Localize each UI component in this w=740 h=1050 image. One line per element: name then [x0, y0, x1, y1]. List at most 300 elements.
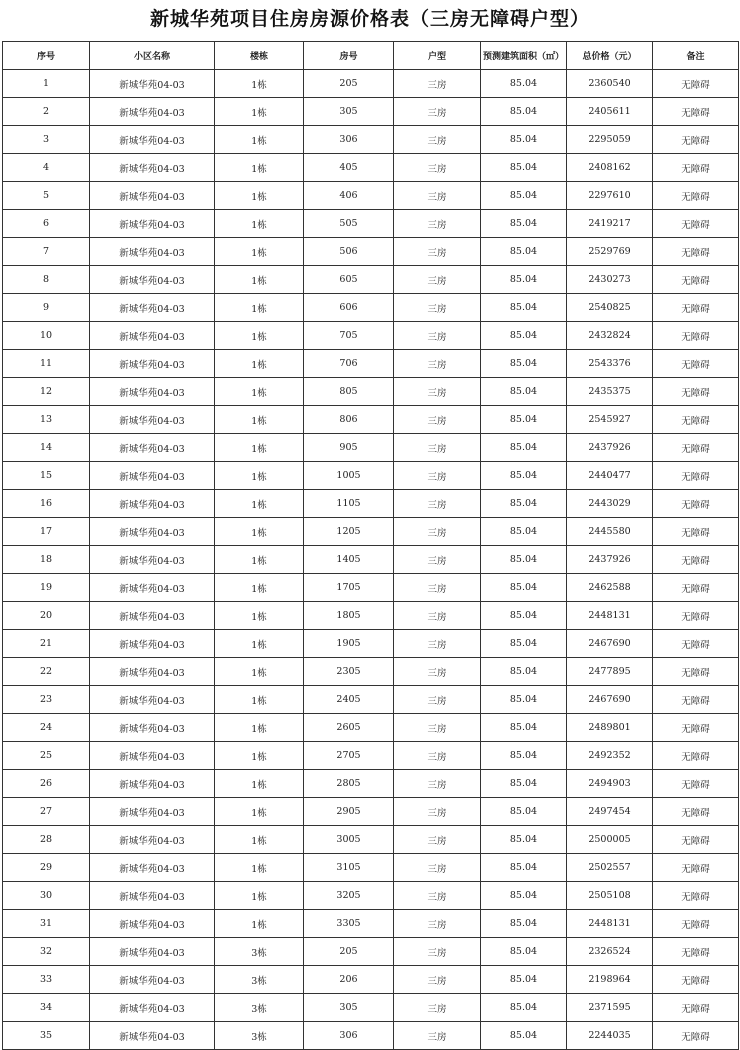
cell-layout: 三房: [394, 406, 481, 434]
cell-price: 2505108: [567, 882, 653, 910]
cell-community: 新城华苑04-03: [90, 210, 215, 238]
table-row: [3, 126, 739, 154]
cell-area: 85.04: [481, 938, 567, 966]
cell-layout: 三房: [394, 686, 481, 714]
cell-seq: 6: [3, 210, 90, 238]
cell-price: 2295059: [567, 126, 653, 154]
table-row: [3, 266, 739, 294]
cell-price: 2500005: [567, 826, 653, 854]
cell-seq: 8: [3, 266, 90, 294]
cell-layout: 三房: [394, 546, 481, 574]
cell-seq: 18: [3, 546, 90, 574]
cell-seq: 19: [3, 574, 90, 602]
cell-price: 2437926: [567, 546, 653, 574]
cell-layout: 三房: [394, 154, 481, 182]
cell-building: 1栋: [215, 770, 304, 798]
cell-seq: 16: [3, 490, 90, 518]
table-row: [3, 1022, 739, 1050]
cell-building: 1栋: [215, 714, 304, 742]
table-row: [3, 490, 739, 518]
cell-price: 2489801: [567, 714, 653, 742]
cell-building: 1栋: [215, 70, 304, 98]
cell-remark: 无障碍: [653, 882, 739, 910]
cell-remark: 无障碍: [653, 182, 739, 210]
column-header-seq: 序号: [3, 42, 90, 70]
cell-remark: 无障碍: [653, 994, 739, 1022]
cell-area: 85.04: [481, 70, 567, 98]
cell-remark: 无障碍: [653, 714, 739, 742]
cell-community: 新城华苑04-03: [90, 798, 215, 826]
cell-layout: 三房: [394, 322, 481, 350]
cell-remark: 无障碍: [653, 266, 739, 294]
cell-building: 1栋: [215, 322, 304, 350]
cell-community: 新城华苑04-03: [90, 686, 215, 714]
table-row: [3, 742, 739, 770]
cell-remark: 无障碍: [653, 322, 739, 350]
cell-building: 1栋: [215, 462, 304, 490]
cell-room: 206: [304, 966, 394, 994]
cell-price: 2448131: [567, 602, 653, 630]
cell-room: 406: [304, 182, 394, 210]
cell-room: 1405: [304, 546, 394, 574]
cell-remark: 无障碍: [653, 910, 739, 938]
table-row: [3, 602, 739, 630]
cell-room: 2305: [304, 658, 394, 686]
column-header-community: 小区名称: [90, 42, 215, 70]
cell-community: 新城华苑04-03: [90, 994, 215, 1022]
cell-seq: 22: [3, 658, 90, 686]
cell-building: 1栋: [215, 210, 304, 238]
cell-remark: 无障碍: [653, 546, 739, 574]
cell-room: 605: [304, 266, 394, 294]
cell-layout: 三房: [394, 882, 481, 910]
cell-seq: 28: [3, 826, 90, 854]
cell-building: 1栋: [215, 126, 304, 154]
cell-area: 85.04: [481, 798, 567, 826]
cell-price: 2419217: [567, 210, 653, 238]
cell-seq: 24: [3, 714, 90, 742]
table-row: [3, 462, 739, 490]
cell-room: 3105: [304, 854, 394, 882]
cell-community: 新城华苑04-03: [90, 602, 215, 630]
cell-price: 2477895: [567, 658, 653, 686]
table-row: [3, 574, 739, 602]
cell-community: 新城华苑04-03: [90, 378, 215, 406]
cell-community: 新城华苑04-03: [90, 434, 215, 462]
cell-layout: 三房: [394, 210, 481, 238]
cell-seq: 34: [3, 994, 90, 1022]
cell-community: 新城华苑04-03: [90, 406, 215, 434]
cell-community: 新城华苑04-03: [90, 630, 215, 658]
cell-room: 2605: [304, 714, 394, 742]
cell-remark: 无障碍: [653, 154, 739, 182]
cell-price: 2494903: [567, 770, 653, 798]
cell-layout: 三房: [394, 434, 481, 462]
cell-area: 85.04: [481, 210, 567, 238]
cell-area: 85.04: [481, 658, 567, 686]
cell-building: 1栋: [215, 182, 304, 210]
cell-layout: 三房: [394, 910, 481, 938]
cell-community: 新城华苑04-03: [90, 546, 215, 574]
cell-area: 85.04: [481, 98, 567, 126]
table-row: [3, 294, 739, 322]
cell-room: 2705: [304, 742, 394, 770]
cell-area: 85.04: [481, 882, 567, 910]
cell-community: 新城华苑04-03: [90, 322, 215, 350]
cell-seq: 3: [3, 126, 90, 154]
price-table: [2, 41, 739, 1050]
cell-remark: 无障碍: [653, 350, 739, 378]
cell-remark: 无障碍: [653, 406, 739, 434]
cell-area: 85.04: [481, 826, 567, 854]
header-row: [3, 42, 739, 70]
cell-price: 2467690: [567, 630, 653, 658]
cell-layout: 三房: [394, 238, 481, 266]
table-row: [3, 518, 739, 546]
table-row: [3, 826, 739, 854]
cell-seq: 14: [3, 434, 90, 462]
cell-area: 85.04: [481, 434, 567, 462]
table-row: [3, 882, 739, 910]
cell-seq: 11: [3, 350, 90, 378]
cell-layout: 三房: [394, 98, 481, 126]
cell-room: 405: [304, 154, 394, 182]
cell-price: 2445580: [567, 518, 653, 546]
table-row: [3, 238, 739, 266]
cell-price: 2540825: [567, 294, 653, 322]
cell-seq: 1: [3, 70, 90, 98]
cell-room: 1005: [304, 462, 394, 490]
cell-room: 3305: [304, 910, 394, 938]
cell-community: 新城华苑04-03: [90, 490, 215, 518]
cell-room: 805: [304, 378, 394, 406]
table-row: [3, 994, 739, 1022]
cell-area: 85.04: [481, 378, 567, 406]
cell-building: 1栋: [215, 826, 304, 854]
cell-seq: 33: [3, 966, 90, 994]
cell-area: 85.04: [481, 714, 567, 742]
cell-price: 2497454: [567, 798, 653, 826]
column-header-area: 预测建筑面积（㎡）: [481, 42, 567, 70]
cell-price: 2467690: [567, 686, 653, 714]
cell-room: 3005: [304, 826, 394, 854]
cell-area: 85.04: [481, 322, 567, 350]
table-row: [3, 798, 739, 826]
cell-layout: 三房: [394, 182, 481, 210]
column-header-room: 房号: [304, 42, 394, 70]
cell-building: 1栋: [215, 854, 304, 882]
cell-area: 85.04: [481, 490, 567, 518]
cell-room: 306: [304, 126, 394, 154]
cell-room: 1805: [304, 602, 394, 630]
cell-room: 705: [304, 322, 394, 350]
cell-building: 1栋: [215, 238, 304, 266]
cell-remark: 无障碍: [653, 238, 739, 266]
cell-remark: 无障碍: [653, 574, 739, 602]
cell-layout: 三房: [394, 854, 481, 882]
cell-community: 新城华苑04-03: [90, 1022, 215, 1050]
cell-price: 2435375: [567, 378, 653, 406]
cell-remark: 无障碍: [653, 210, 739, 238]
cell-area: 85.04: [481, 854, 567, 882]
cell-remark: 无障碍: [653, 798, 739, 826]
table-row: [3, 658, 739, 686]
cell-community: 新城华苑04-03: [90, 742, 215, 770]
cell-price: 2437926: [567, 434, 653, 462]
cell-price: 2244035: [567, 1022, 653, 1050]
table-row: [3, 910, 739, 938]
cell-community: 新城华苑04-03: [90, 882, 215, 910]
cell-room: 505: [304, 210, 394, 238]
cell-area: 85.04: [481, 518, 567, 546]
cell-building: 1栋: [215, 798, 304, 826]
cell-layout: 三房: [394, 966, 481, 994]
cell-remark: 无障碍: [653, 490, 739, 518]
cell-price: 2502557: [567, 854, 653, 882]
cell-price: 2492352: [567, 742, 653, 770]
cell-community: 新城华苑04-03: [90, 826, 215, 854]
cell-building: 1栋: [215, 266, 304, 294]
cell-layout: 三房: [394, 70, 481, 98]
cell-remark: 无障碍: [653, 294, 739, 322]
cell-community: 新城华苑04-03: [90, 238, 215, 266]
cell-building: 1栋: [215, 406, 304, 434]
cell-room: 2905: [304, 798, 394, 826]
cell-area: 85.04: [481, 1022, 567, 1050]
cell-community: 新城华苑04-03: [90, 966, 215, 994]
cell-community: 新城华苑04-03: [90, 574, 215, 602]
cell-area: 85.04: [481, 966, 567, 994]
cell-remark: 无障碍: [653, 1022, 739, 1050]
cell-area: 85.04: [481, 602, 567, 630]
cell-price: 2543376: [567, 350, 653, 378]
cell-seq: 30: [3, 882, 90, 910]
cell-community: 新城华苑04-03: [90, 98, 215, 126]
cell-remark: 无障碍: [653, 826, 739, 854]
table-row: [3, 378, 739, 406]
cell-layout: 三房: [394, 602, 481, 630]
cell-community: 新城华苑04-03: [90, 294, 215, 322]
table-row: [3, 714, 739, 742]
cell-building: 1栋: [215, 154, 304, 182]
cell-seq: 7: [3, 238, 90, 266]
cell-price: 2405611: [567, 98, 653, 126]
cell-remark: 无障碍: [653, 434, 739, 462]
cell-seq: 13: [3, 406, 90, 434]
cell-building: 1栋: [215, 350, 304, 378]
cell-building: 1栋: [215, 602, 304, 630]
cell-layout: 三房: [394, 938, 481, 966]
cell-area: 85.04: [481, 742, 567, 770]
column-header-remark: 备注: [653, 42, 739, 70]
cell-building: 1栋: [215, 294, 304, 322]
table-row: [3, 546, 739, 574]
cell-price: 2443029: [567, 490, 653, 518]
cell-remark: 无障碍: [653, 854, 739, 882]
cell-layout: 三房: [394, 658, 481, 686]
cell-price: 2545927: [567, 406, 653, 434]
cell-price: 2529769: [567, 238, 653, 266]
cell-remark: 无障碍: [653, 70, 739, 98]
cell-price: 2326524: [567, 938, 653, 966]
cell-layout: 三房: [394, 126, 481, 154]
cell-building: 1栋: [215, 742, 304, 770]
cell-area: 85.04: [481, 910, 567, 938]
cell-community: 新城华苑04-03: [90, 350, 215, 378]
cell-building: 3栋: [215, 1022, 304, 1050]
cell-community: 新城华苑04-03: [90, 182, 215, 210]
cell-seq: 32: [3, 938, 90, 966]
cell-room: 1205: [304, 518, 394, 546]
cell-area: 85.04: [481, 406, 567, 434]
table-row: [3, 350, 739, 378]
cell-community: 新城华苑04-03: [90, 70, 215, 98]
table-row: [3, 686, 739, 714]
cell-room: 305: [304, 994, 394, 1022]
cell-remark: 无障碍: [653, 126, 739, 154]
cell-area: 85.04: [481, 770, 567, 798]
table-row: [3, 770, 739, 798]
cell-remark: 无障碍: [653, 686, 739, 714]
cell-layout: 三房: [394, 378, 481, 406]
cell-remark: 无障碍: [653, 98, 739, 126]
cell-seq: 25: [3, 742, 90, 770]
cell-remark: 无障碍: [653, 462, 739, 490]
cell-remark: 无障碍: [653, 378, 739, 406]
cell-area: 85.04: [481, 574, 567, 602]
column-header-building: 楼栋: [215, 42, 304, 70]
cell-layout: 三房: [394, 462, 481, 490]
cell-layout: 三房: [394, 350, 481, 378]
cell-seq: 27: [3, 798, 90, 826]
cell-layout: 三房: [394, 266, 481, 294]
cell-building: 1栋: [215, 378, 304, 406]
cell-price: 2371595: [567, 994, 653, 1022]
cell-area: 85.04: [481, 630, 567, 658]
cell-price: 2448131: [567, 910, 653, 938]
cell-remark: 无障碍: [653, 518, 739, 546]
cell-seq: 21: [3, 630, 90, 658]
table-row: [3, 938, 739, 966]
cell-room: 1705: [304, 574, 394, 602]
cell-room: 3205: [304, 882, 394, 910]
cell-layout: 三房: [394, 574, 481, 602]
cell-seq: 4: [3, 154, 90, 182]
cell-seq: 17: [3, 518, 90, 546]
table-row: [3, 210, 739, 238]
cell-area: 85.04: [481, 350, 567, 378]
table-body: [3, 70, 739, 1050]
table-row: [3, 98, 739, 126]
cell-remark: 无障碍: [653, 658, 739, 686]
cell-building: 3栋: [215, 966, 304, 994]
cell-seq: 35: [3, 1022, 90, 1050]
cell-seq: 2: [3, 98, 90, 126]
cell-seq: 10: [3, 322, 90, 350]
cell-room: 306: [304, 1022, 394, 1050]
cell-remark: 无障碍: [653, 630, 739, 658]
cell-room: 506: [304, 238, 394, 266]
table-row: [3, 966, 739, 994]
table-row: [3, 630, 739, 658]
cell-room: 205: [304, 938, 394, 966]
cell-remark: 无障碍: [653, 742, 739, 770]
cell-layout: 三房: [394, 826, 481, 854]
cell-area: 85.04: [481, 266, 567, 294]
cell-price: 2440477: [567, 462, 653, 490]
cell-community: 新城华苑04-03: [90, 154, 215, 182]
cell-seq: 9: [3, 294, 90, 322]
cell-room: 905: [304, 434, 394, 462]
cell-building: 1栋: [215, 658, 304, 686]
cell-building: 1栋: [215, 546, 304, 574]
cell-price: 2408162: [567, 154, 653, 182]
cell-price: 2430273: [567, 266, 653, 294]
cell-community: 新城华苑04-03: [90, 938, 215, 966]
cell-layout: 三房: [394, 630, 481, 658]
cell-price: 2198964: [567, 966, 653, 994]
table-row: [3, 154, 739, 182]
cell-layout: 三房: [394, 770, 481, 798]
cell-building: 1栋: [215, 574, 304, 602]
cell-building: 3栋: [215, 994, 304, 1022]
cell-community: 新城华苑04-03: [90, 770, 215, 798]
cell-building: 3栋: [215, 938, 304, 966]
cell-seq: 20: [3, 602, 90, 630]
cell-price: 2432824: [567, 322, 653, 350]
cell-area: 85.04: [481, 294, 567, 322]
cell-building: 1栋: [215, 98, 304, 126]
cell-area: 85.04: [481, 994, 567, 1022]
cell-area: 85.04: [481, 462, 567, 490]
cell-room: 305: [304, 98, 394, 126]
cell-community: 新城华苑04-03: [90, 266, 215, 294]
cell-seq: 29: [3, 854, 90, 882]
cell-building: 1栋: [215, 518, 304, 546]
cell-layout: 三房: [394, 798, 481, 826]
cell-room: 1105: [304, 490, 394, 518]
cell-building: 1栋: [215, 490, 304, 518]
cell-remark: 无障碍: [653, 938, 739, 966]
cell-community: 新城华苑04-03: [90, 658, 215, 686]
cell-area: 85.04: [481, 126, 567, 154]
cell-community: 新城华苑04-03: [90, 910, 215, 938]
cell-layout: 三房: [394, 1022, 481, 1050]
cell-seq: 23: [3, 686, 90, 714]
cell-community: 新城华苑04-03: [90, 714, 215, 742]
cell-remark: 无障碍: [653, 966, 739, 994]
cell-layout: 三房: [394, 294, 481, 322]
cell-layout: 三房: [394, 490, 481, 518]
page-title: 新城华苑项目住房房源价格表（三房无障碍户型）: [149, 8, 590, 30]
cell-building: 1栋: [215, 882, 304, 910]
cell-area: 85.04: [481, 686, 567, 714]
cell-room: 1905: [304, 630, 394, 658]
cell-room: 205: [304, 70, 394, 98]
cell-community: 新城华苑04-03: [90, 126, 215, 154]
cell-building: 1栋: [215, 910, 304, 938]
cell-area: 85.04: [481, 154, 567, 182]
cell-area: 85.04: [481, 182, 567, 210]
table-row: [3, 322, 739, 350]
column-header-layout: 户型: [394, 42, 481, 70]
cell-area: 85.04: [481, 546, 567, 574]
cell-building: 1栋: [215, 630, 304, 658]
cell-seq: 5: [3, 182, 90, 210]
cell-layout: 三房: [394, 714, 481, 742]
table-row: [3, 406, 739, 434]
cell-seq: 31: [3, 910, 90, 938]
